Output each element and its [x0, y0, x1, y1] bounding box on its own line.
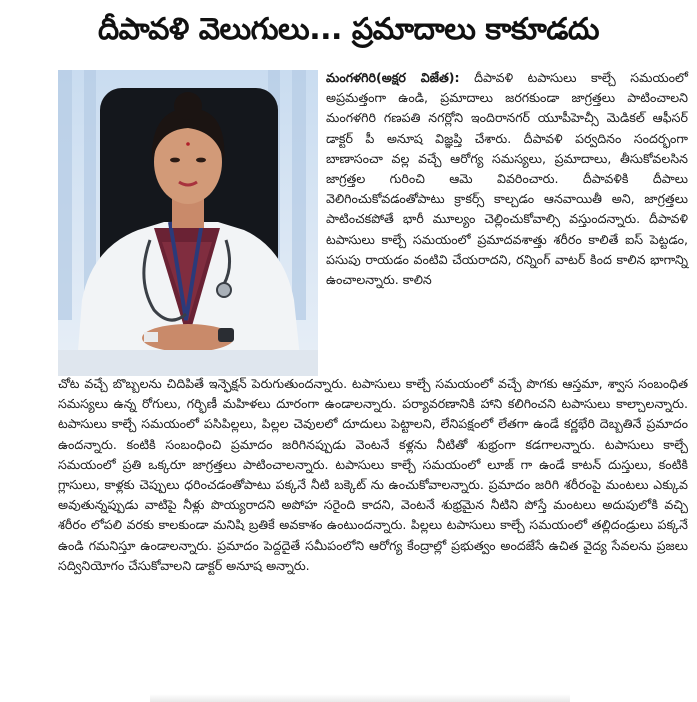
dateline: మంగళగిరి(అక్షర విజేత):	[326, 70, 460, 85]
clipping-edge	[150, 694, 570, 702]
article-upper-paragraph	[326, 68, 688, 290]
article-upper-text: దీపావళి టపాసులు కాల్చే సమయంలో అప్రమత్తంగా ఉండి, ప్రమాదాలు జరగకుండా జాగ్రత్తలు పాటించాలని మంగళగిరి గణపతి నగర్లోని ఇందిరానగర్ యూపీహెచ్సీ మెడికల్ ఆఫీసర్ డాక్టర్ పీ అనూష విజ్ఞప్తి చేశారు. దీపావళి పర్వదినం సందర్భంగా బాణాసంచా వల్ల వచ్చే ఆరోగ్య సమస్యలు, ప్రమాదాలు, తీసుకోవలసిన జాగ్రత్తల గురించి ఆమె వివరించారు. దీపావళికి దీపాలు వెలిగించుకోవడంతోపాటు క్రాకర్స్ కాల్చడం ఆనవాయితీ అని, జాగ్రత్తలు పాటించకపోతే భారీ మూల్యం చెల్లించుకోవాల్సి వస్తుందన్నారు. దీపావళి టపాసులు కాల్చే సమయంలో ప్రమాదవశాత్తు శరీరం కాలితే ఐస్ పెట్టడం, పసుపు రాయడం వంటివి చేయరాదని, రన్నింగ్ వాటర్ కింద కాలిన భాగాన్ని ఉంచాలన్నారు. కాలిన	[326, 70, 688, 288]
headline: దీపావళి వెలుగులు... ప్రమాదాలు కాకూడదు	[97, 12, 599, 47]
article-lower-paragraph: చోట వచ్చే బొబ్బలను చిదిపితే ఇన్ఫెక్షన్ పెరుగుతుందన్నారు. టపాసులు కాల్చే సమయంలో వచ్చే పొగకు ఆస్తమా, శ్వాస సంబంధిత సమస్యలు ఉన్న రోగులు, గర్భిణీ మహిళలు దూరంగా ఉండాలన్నారు. పర్యావరణానికి హాని కలిగించని టపాసులు కాల్చాలన్నారు. టపాసులు కాల్చే సమయంలో పసిపిల్లలు, పిల్లల చెవులలో దూదులు పెట్టాలని, లేనిపక్షంలో లేతగా ఉండే కర్ణభేరి దెబ్బతినే ప్రమాదం ఉందన్నారు. కంటికి సంబంధించి ప్రమాదం జరిగినప్పుడు వెంటనే కళ్లను నీటితో శుభ్రంగా కడగాలన్నారు. టపాసులు కాల్చే సమయంలో ప్రతి ఒక్కరూ జాగ్రత్తలు పాటించాలన్నారు. టపాసులు కాల్చే సమయంలో లూజ్ గా ఉండే కాటన్ దుస్తులు, కంటికి గ్లాసులు, కాళ్లకు చెప్పులు ధరించడంతోపాటు పక్కనే నీటి బక్కెట్ ను ఉంచుకోవాలన్నారు. ప్రమాదం జరిగి శరీరంపై మంటలు ఎక్కువ అవుతున్నప్పుడు వాటిపై నీళ్లు పొయ్యరాదని అపోహ సరైంది కాదని, వెంటనే శుభ్రమైన నీటిని పోస్తే మంటలు అదుపులోకి వచ్చి శరీరం లోపలి వరకు కాలకుండా మనిషి బ్రతికే అవకాశం ఉంటుందన్నారు. పిల్లలు టపాసులు కాల్చే సమయంలో తల్లిదండ్రులు పక్కనే ఉండి గమనిస్తూ ఉండాలన్నారు. ప్రమాదం పెద్దదైతే సమీపంలోని ఆరోగ్య కేంద్రాల్లో ప్రభుత్వం అందజేసే ఉచిత వైద్య సేవలను ప్రజలు సద్వినియోగం చేసుకోవాలని డాక్టర్ అనూష అన్నారు.	[58, 376, 688, 573]
article-body	[0, 68, 697, 688]
